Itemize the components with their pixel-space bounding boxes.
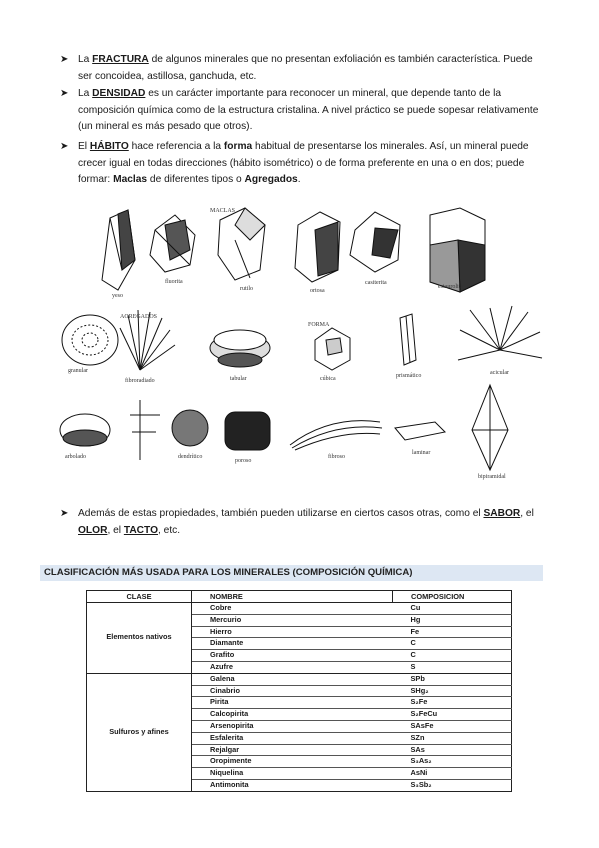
mineral-composition: S (393, 661, 512, 673)
mineral-name: Niquelina (192, 768, 393, 780)
bullet-text: . (297, 174, 301, 185)
bullet-text: de algunos minerales que no presentan exfoliación es también característica. Puede ser concoidea, astillosa, ganchuda, etc. (78, 54, 533, 82)
bullet-text: , el (520, 508, 534, 519)
mineral-composition: S₂Fe (393, 697, 512, 709)
bullet-otras-propiedades (60, 506, 540, 539)
dendritico-aggregate-drawing (130, 400, 208, 460)
table-header-row (87, 591, 512, 603)
caption-arbolado: arbolado (65, 454, 86, 460)
bullet-text: de diferentes tipos o (147, 174, 245, 185)
bullet-habito (60, 139, 540, 189)
caption-granular: granular (68, 368, 88, 374)
caption-acicular: acicular (490, 370, 509, 376)
section-heading (40, 565, 543, 581)
term-tacto: TACTO (123, 524, 159, 536)
mineral-name: Antimonita (192, 779, 393, 791)
mineral-composition: S₃Sb₂ (393, 779, 512, 791)
mineral-name: Pirita (192, 697, 393, 709)
arrow-bullet-icon: ➤ (60, 88, 69, 99)
caption-prismatico: prismático (396, 373, 422, 379)
mineral-composition: Cu (393, 603, 512, 615)
caption-poroso: poroso (235, 458, 252, 464)
mineral-name: Arsenopirita (192, 720, 393, 732)
laminar-form-drawing (395, 422, 445, 440)
caption-dendritico: dendrítico (178, 454, 203, 460)
clase-cell: Elementos nativos (87, 603, 192, 674)
mineral-habits-figure (50, 200, 550, 480)
term-sabor: SABOR (483, 508, 521, 519)
mineral-composition: SPb (393, 673, 512, 685)
mineral-classification-table (86, 590, 512, 792)
mineral-composition: SZn (393, 732, 512, 744)
caption-bipiramidal: bipiramidal (478, 474, 506, 480)
caption-tabular: tabular (230, 376, 247, 382)
arbolado-aggregate-drawing (60, 414, 110, 446)
term-forma: forma (223, 141, 253, 152)
term-agregados: Agregados (244, 174, 298, 185)
bullet-text: hace referencia a la (128, 141, 224, 152)
mineral-composition: S₂FeCu (393, 709, 512, 721)
caption-rutilo: rutilo (240, 286, 253, 292)
mineral-composition: SAs (393, 744, 512, 756)
caption-fibroso: fibroso (328, 454, 345, 460)
mineral-composition: Hg (393, 614, 512, 626)
mineral-name: Diamante (192, 638, 393, 650)
bullet-fractura (60, 52, 540, 85)
poroso-aggregate-drawing (225, 412, 270, 450)
mineral-composition: AsNi (393, 768, 512, 780)
mineral-composition: S₃As₂ (393, 756, 512, 768)
granular-aggregate-drawing (62, 315, 118, 365)
mineral-name: Calcopirita (192, 709, 393, 721)
bullet-prefix: La (78, 88, 93, 99)
caption-yeso: yeso (112, 293, 123, 299)
term-habito: HÁBITO (89, 141, 129, 152)
bullet-text: , etc. (158, 524, 181, 536)
mineral-composition: SHg₂ (393, 685, 512, 697)
mineral-composition: C (393, 638, 512, 650)
bullet-densidad (60, 86, 540, 136)
mineral-name: Galena (192, 673, 393, 685)
term-olor: OLOR (78, 524, 108, 536)
header-composicion: COMPOSICION (393, 591, 512, 603)
mineral-name: Cobre (192, 603, 393, 615)
section-title: CLASIFICACIÓN MÁS USADA PARA LOS MINERALES (COMPOSICIÓN QUÍMICA) (44, 567, 413, 578)
caption-casiterita: casiterita (365, 280, 387, 286)
mineral-composition: Fe (393, 626, 512, 638)
mineral-name: Hierro (192, 626, 393, 638)
agregados-label: AGREGADOS (120, 314, 158, 320)
prismatico-form-drawing (400, 314, 416, 365)
bullet-text: habitual de presentarse los minerales. Así, un mineral puede crecer igual en todas direcciones (hábito isométrico) o de forma preferente en una o en dos; puede formar: (78, 141, 529, 185)
term-fractura: FRACTURA (92, 54, 149, 65)
bullet-text: Además de estas propiedades, también pueden utilizarse en ciertos casos otras, como el (78, 508, 484, 519)
fibroso-aggregate-drawing (290, 421, 382, 450)
clase-cell: Sulfuros y afines (87, 673, 192, 791)
mineral-name: Oropimente (192, 756, 393, 768)
tabular-aggregate-drawing (210, 330, 270, 367)
bullet-text: , el (107, 524, 124, 536)
term-maclas: Maclas (113, 174, 148, 185)
acicular-form-drawing (458, 306, 542, 360)
mineral-name: Grafito (192, 650, 393, 662)
arrow-bullet-icon: ➤ (60, 141, 69, 152)
casiterita-crystal-drawing (350, 212, 400, 272)
caption-fluorita: fluorita (165, 279, 183, 285)
arrow-bullet-icon: ➤ (60, 54, 69, 65)
bullet-text: es un carácter importante para reconocer un mineral, que depende tanto de la composición química como de la estructura cristalina. A nivel práctico se puede sopesar relativamente (un mineral es más pesado que otros). (78, 88, 539, 132)
arrow-bullet-icon: ➤ (60, 508, 69, 519)
table-row (87, 603, 512, 615)
mineral-name: Mercurio (192, 614, 393, 626)
mineral-composition: C (393, 650, 512, 662)
estaurolita-crystal-drawing (430, 208, 485, 292)
fluorita-crystal-drawing (150, 215, 195, 272)
header-nombre: NOMBRE (192, 591, 393, 603)
header-clase: CLASE (87, 591, 192, 603)
cubica-form-drawing (315, 328, 350, 370)
bullet-prefix: El (78, 141, 90, 152)
caption-ortosa: ortosa (310, 288, 325, 294)
mineral-name: Esfalerita (192, 732, 393, 744)
mineral-name: Rejalgar (192, 744, 393, 756)
forma-label: FORMA (308, 322, 330, 328)
mineral-composition: SAsFe (393, 720, 512, 732)
mineral-name: Azufre (192, 661, 393, 673)
caption-laminar: laminar (412, 450, 431, 456)
bullet-prefix: La (78, 54, 93, 65)
mineral-name: Cinabrio (192, 685, 393, 697)
caption-cubica: cúbica (320, 376, 336, 382)
term-densidad: DENSIDAD (92, 88, 146, 99)
caption-fibroradiado: fibroradiado (125, 378, 155, 384)
bipiramidal-form-drawing (472, 385, 508, 470)
ortosa-crystal-drawing (295, 212, 340, 282)
table-row (87, 673, 512, 685)
yeso-crystal-drawing (102, 210, 135, 290)
maclas-label: MACLAS (210, 208, 236, 214)
rutilo-crystal-drawing (218, 208, 265, 280)
caption-estaurolita: estaurolita (438, 284, 463, 290)
